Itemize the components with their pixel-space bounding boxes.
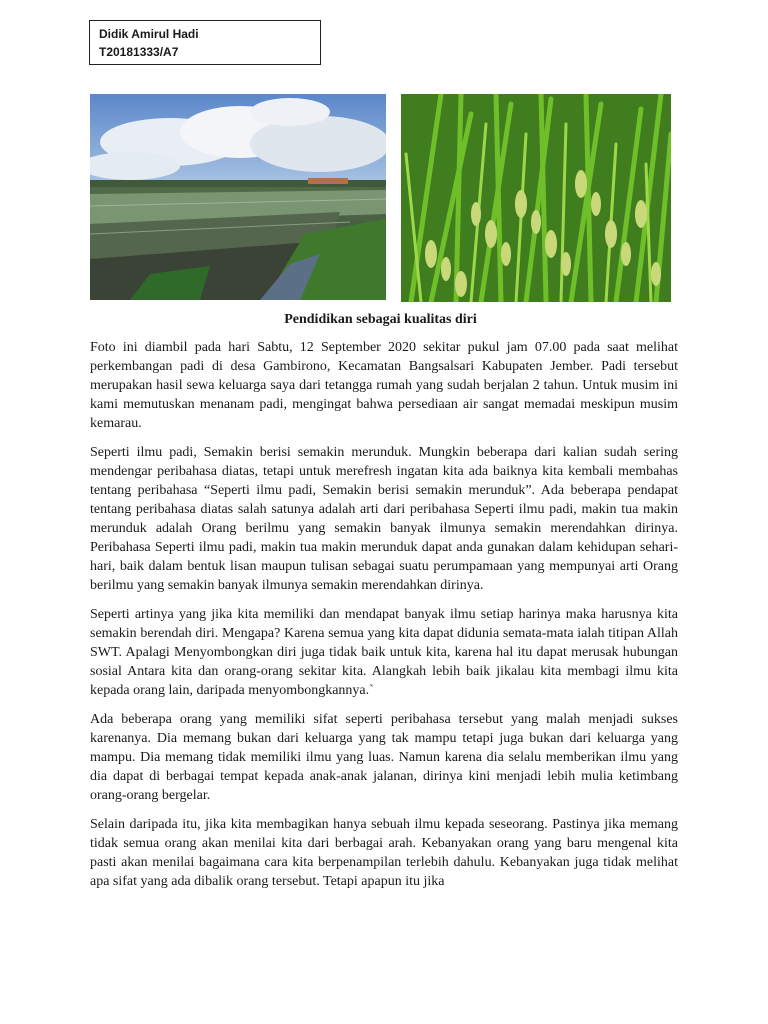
paragraph: Seperti ilmu padi, Semakin berisi semakin merunduk. Mungkin beberapa dari kalian sudah sering mendengar peribahasa diatas, tetapi untuk merefresh ingatan kita ada baiknya kita kembali membahas tentang peribahasa “Seperti ilmu padi, Semakin berisi semakin merunduk”. Ada beberapa pendapat tentang peribahasa diatas salah satunya adalah arti dari peribahasa Seperti ilmu padi, makin tua makin merunduk adalah Orang berilmu yang semakin banyak ilmunya semakin merendahkan dirinya. Peribahasa Seperti ilmu padi, makin tua makin merunduk dapat anda gunakan dalam kehidupan sehari-hari, baik dalam bentuk lisan maupun tulisan sebagai suatu perumpamaan yang mempunyai arti Orang berilmu yang semakin banyak ilmunya semakin merendahkan dirinya.	[90, 445, 678, 593]
document-caption: Pendidikan sebagai kualitas diri	[284, 312, 477, 327]
author-info-box	[89, 20, 321, 65]
paragraph: Selain daripada itu, jika kita membagikan hanya sebuah ilmu kepada seseorang. Pastinya jika memang tidak semua orang akan menilai kita dari berbagai arah. Kebanyakan orang yang baru mengenal kita pasti akan menilai bagaimana cara kita berpenampilan terlebih dahulu. Kebanyakan juga tidak melihat apa sifat yang ada dibalik orang tersebut. Tetapi apapun itu jika	[90, 817, 678, 889]
rice-field-photo	[90, 94, 386, 300]
rice-field-illustration	[90, 94, 386, 300]
paragraph: Seperti artinya yang jika kita memiliki dan mendapat banyak ilmu setiap harinya maka harusnya kita semakin berendah diri. Mengapa? Karena semua yang kita dapat didunia semata-mata ialah titipan Allah SWT. Apalagi Menyombongkan diri juga tidak baik untuk kita, karena hal itu dapat merusak hubungan sosial Antara kita dan orang-orang sekitar kita. Alangkah lebih baik jikalau kita membagi ilmu kita kepada orang lain, daripada menyombongkannya.`	[90, 607, 678, 698]
document-body	[90, 338, 678, 901]
rice-plant-photo	[401, 94, 671, 302]
rice-plant-illustration	[401, 94, 671, 302]
paragraph: Foto ini diambil pada hari Sabtu, 12 September 2020 sekitar pukul jam 07.00 pada saat melihat perkembangan padi di desa Gambirono, Kecamatan Bangsalsari Kabupaten Jember. Padi tersebut merupakan hasil sewa keluarga saya dari tetangga rumah yang sudah berjalan 2 tahun. Untuk musim ini kami memutuskan menanam padi, mengingat bahwa persediaan air sangat memadai meskipun musim kemarau.	[90, 340, 678, 431]
author-name: Didik Amirul Hadi	[99, 27, 199, 41]
student-id: T20181333/A7	[99, 45, 179, 59]
paragraph: Ada beberapa orang yang memiliki sifat seperti peribahasa tersebut yang malah menjadi sukses karenanya. Dia memang bukan dari keluarga yang tak mampu tetapi juga bukan dari keluarga yang mampu. Dia memang tidak memiliki ilmu yang luas. Namun karena dia selalu memberikan ilmu yang dia dapat di berbagai tempat kepada anak-anak jalanan, dirinya kini menjadi lebih mulia ketimbang orang-orang bergelar.	[90, 712, 678, 803]
